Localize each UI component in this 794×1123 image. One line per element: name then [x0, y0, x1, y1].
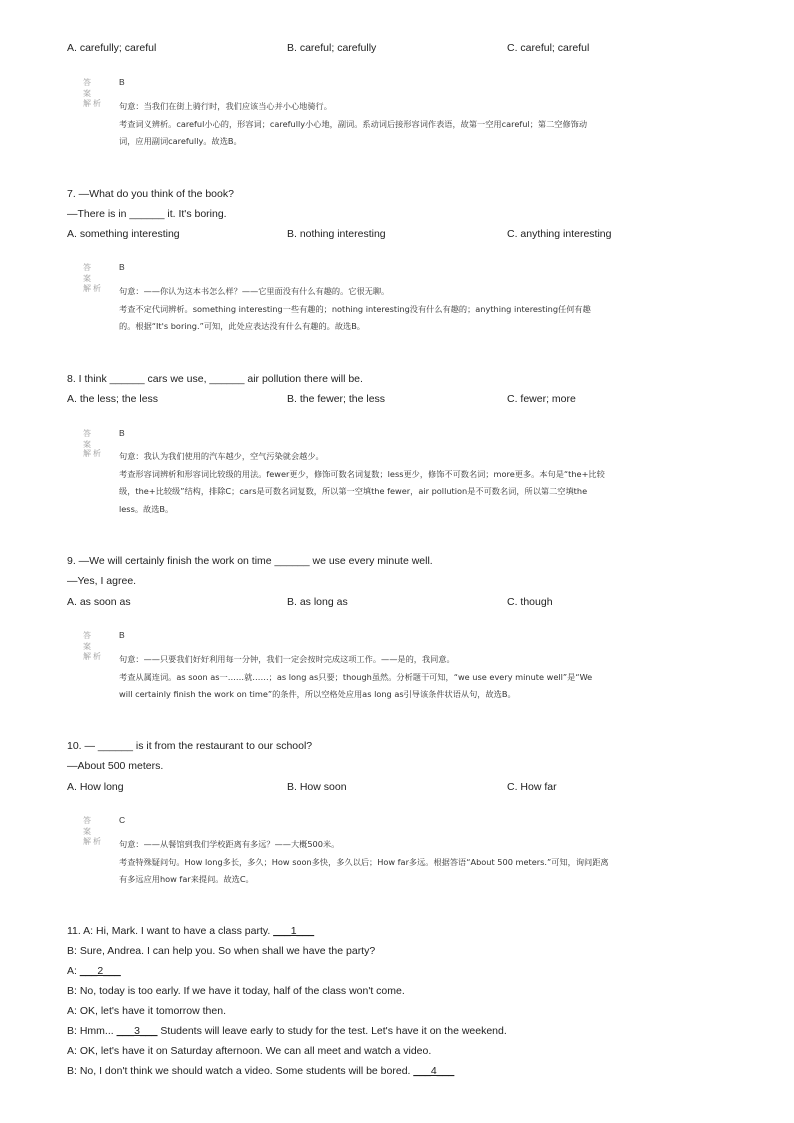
q10-option-a: A. How long: [67, 781, 124, 793]
analysis-line: 句意：当我们在街上骑行时，我们应该当心并小心地骑行。: [119, 101, 332, 111]
analysis-line: 句意：——你认为这本书怎么样？——它里面没有什么有趣的。它很无聊。: [119, 286, 390, 296]
dialogue-line: A: OK, let's have it on Saturday afternoon. We can all meet and watch a video.: [67, 1045, 432, 1057]
dialogue-line: B: Sure, Andrea. I can help you. So when shall we have the party?: [67, 945, 376, 957]
blank-2: ___2___: [79, 965, 121, 977]
answer-value: B: [119, 262, 125, 272]
q7-option-c: C. anything interesting: [507, 228, 612, 240]
q10-stem: [67, 736, 767, 776]
question-line: 10. — ______ is it from the restaurant to our school?: [67, 740, 313, 752]
blank-3: ___3___: [116, 1025, 158, 1037]
q9-option-b: B. as long as: [287, 596, 348, 608]
question-line: 8. I think ______ cars we use, ______ air pollution there will be.: [67, 373, 363, 385]
analysis-line: 考查形容词辨析和形容词比较级的用法。fewer更少，修饰可数名词复数；less更少，修饰不可数名词；more更多。本句是“the+比较: [119, 468, 605, 479]
dialogue-line: B: No, today is too early. If we have it today, half of the class won't come.: [67, 985, 405, 997]
q7-stem: [67, 184, 767, 224]
q8-stem: [67, 369, 767, 389]
answer-value: B: [119, 428, 125, 438]
question-line: —About 500 meters.: [67, 760, 164, 772]
q6-options: [67, 42, 767, 58]
answer-label: 答案: [83, 263, 93, 283]
q8-option-a: A. the less; the less: [67, 393, 159, 405]
analysis-line: 句意：我认为我们使用的汽车越少，空气污染就会越少。: [119, 451, 324, 461]
q9-option-c: C. though: [507, 596, 553, 608]
answer-value: B: [119, 630, 125, 640]
answer-label: 答案: [83, 816, 93, 836]
analysis-line: 有多远应用how far来提问。故选C。: [119, 874, 254, 884]
q8-option-b: B. the fewer; the less: [287, 393, 386, 405]
q10-options: [67, 781, 767, 797]
analysis-line: 句意：——从餐馆到我们学校距离有多远？——大概500米。: [119, 839, 340, 849]
answer-label: 答案: [83, 429, 93, 449]
question-line: 7. —What do you think of the book?: [67, 188, 234, 200]
dialogue-line: A: OK, let's have it tomorrow then.: [67, 1005, 226, 1017]
analysis-label: 解析: [83, 284, 103, 293]
q6-option-c: C. careful; careful: [507, 42, 590, 54]
analysis-line: 考查从属连词。as soon as一……就……；as long as只要；though虽然。分析题干可知，“we use every minute well”是“We: [119, 671, 593, 682]
answer-value: C: [119, 815, 126, 825]
analysis-line: less。故选B。: [119, 503, 174, 514]
analysis-line: will certainly finish the work on time”的条件，所以空格处应用as long as引导该条件状语从句，故选B。: [119, 689, 516, 699]
blank-1: ___1___: [273, 925, 315, 937]
question-line: —There is in ______ it. It's boring.: [67, 208, 227, 220]
q10-option-c: C. How far: [507, 781, 557, 793]
analysis-label: 解析: [83, 652, 103, 661]
q6-option-a: A. carefully; careful: [67, 42, 157, 54]
q7-option-b: B. nothing interesting: [287, 228, 386, 240]
blank-4: ___4___: [413, 1065, 455, 1077]
dialogue-line: B: Hmm... ___3___ Students will leave early to study for the test. Let's have it on the weekend.: [67, 1025, 507, 1037]
q11-dialogue: [67, 921, 767, 1081]
q9-options: [67, 596, 767, 612]
q8-options: [67, 393, 767, 409]
analysis-line: 句意：——只要我们好好利用每一分钟，我们一定会按时完成这项工作。——是的，我同意。: [119, 654, 455, 664]
question-line: —Yes, I agree.: [67, 575, 137, 587]
analysis-line: 考查特殊疑问句。How long多长，多久；How soon多快，多久以后；How far多远。根据答语“About 500 meters.”可知，询问距离: [119, 856, 609, 867]
q9-stem: [67, 551, 767, 591]
answer-label: 答案: [83, 78, 93, 98]
analysis-label: 解析: [83, 449, 103, 458]
analysis-line: 词，应用副词carefully。故选B。: [119, 136, 242, 146]
analysis-line: 级，the+比较级”结构，排除C；cars是可数名词复数，所以第一空填the fewer，air pollution是不可数名词，所以第二空填the: [119, 486, 588, 496]
dialogue-line: 11. A: Hi, Mark. I want to have a class party. ___1___: [67, 925, 315, 937]
q8-option-c: C. fewer; more: [507, 393, 576, 405]
q10-option-b: B. How soon: [287, 781, 347, 793]
analysis-line: 的。根据“It's boring.”可知，此处应表达没有什么有趣的。故选B。: [119, 321, 365, 331]
analysis-label: 解析: [83, 99, 103, 108]
answer-label: 答案: [83, 631, 93, 651]
q6-option-b: B. careful; carefully: [287, 42, 377, 54]
q7-option-a: A. something interesting: [67, 228, 180, 240]
answer-value: B: [119, 77, 125, 87]
q9-option-a: A. as soon as: [67, 596, 131, 608]
dialogue-line: A: ___2___: [67, 965, 121, 977]
question-line: 9. —We will certainly finish the work on time ______ we use every minute well.: [67, 555, 433, 567]
analysis-line: 考查不定代词辨析。something interesting一些有趣的；nothing interesting没有什么有趣的；anything interesting任何有趣: [119, 303, 591, 314]
dialogue-line: B: No, I don't think we should watch a video. Some students will be bored. ___4___: [67, 1065, 455, 1077]
q7-options: [67, 228, 767, 244]
analysis-label: 解析: [83, 837, 103, 846]
analysis-line: 考查词义辨析。careful小心的，形容词；carefully小心地，副词。系动词后接形容词作表语，故第一空用careful；第二空修饰动: [119, 118, 588, 129]
